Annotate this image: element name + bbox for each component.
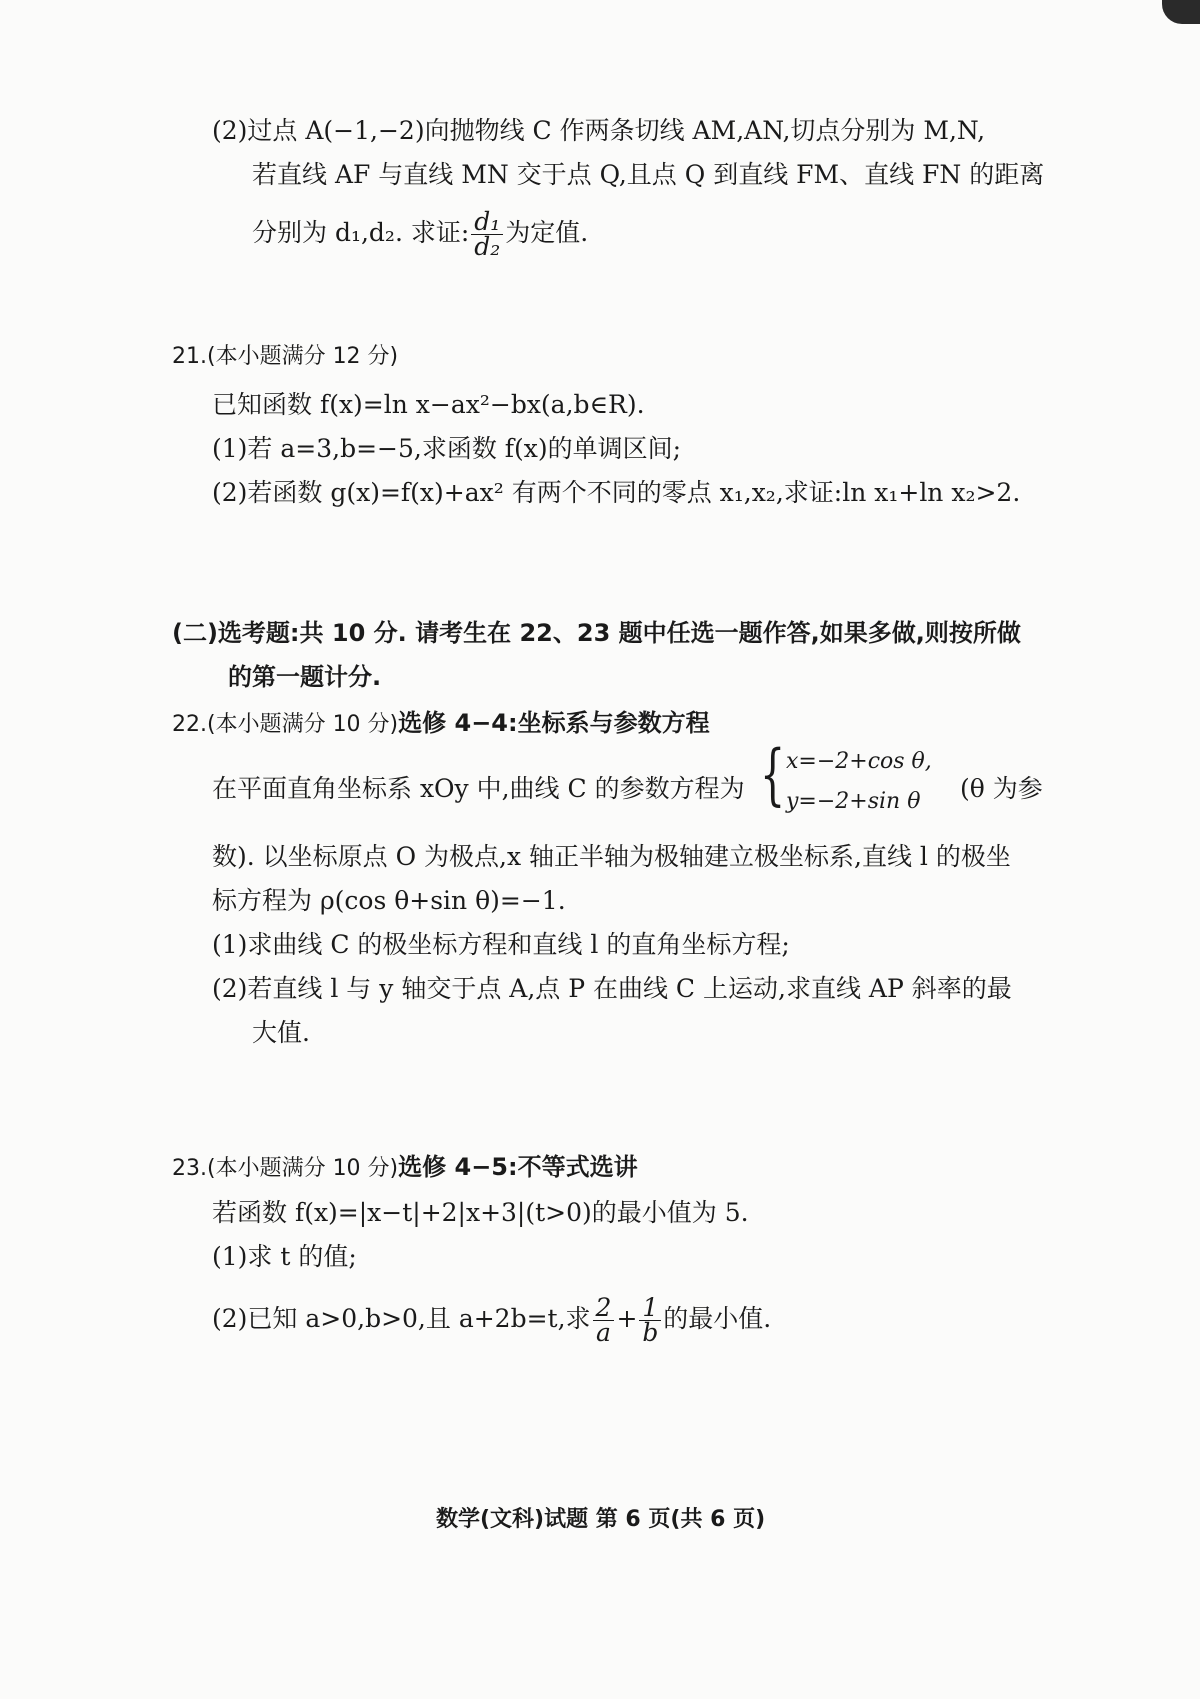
section2-line1: (二)选考题:共 10 分. 请考生在 22、23 题中任选一题作答,如果多做,则按所做 xyxy=(172,619,1021,647)
q20-line3-end: 为定值. xyxy=(505,218,589,247)
q22-part2-line1: (2)若直线 l 与 y 轴交于点 A,点 P 在曲线 C 上运动,求直线 AP 斜率的最 xyxy=(212,974,1012,1003)
frac-denominator: d₂ xyxy=(474,232,501,261)
q23-part1: (1)求 t 的值; xyxy=(212,1242,357,1271)
q23-header xyxy=(172,1150,638,1186)
parametric-y: y=−2+sin θ xyxy=(786,789,921,814)
frac2-numerator: 1 xyxy=(639,1296,661,1321)
q22-stem-pre: 在平面直角坐标系 xOy 中,曲线 C 的参数方程为 xyxy=(212,774,745,803)
q20-part2-line3 xyxy=(252,207,589,261)
q21-header: 21.(本小题满分 12 分) xyxy=(172,344,399,369)
section2-line2: 的第一题计分. xyxy=(228,663,382,691)
plus-sign: + xyxy=(616,1304,638,1333)
one-over-b-fraction xyxy=(639,1293,661,1347)
q20-line3-text: 分别为 d₁,d₂. 求证: xyxy=(252,218,470,247)
q22-line3: 标方程为 ρ(cos θ+sin θ)=−1. xyxy=(212,886,566,915)
q23-header-topic: 选修 4−5:不等式选讲 xyxy=(398,1153,638,1181)
q23-stem: 若函数 f(x)=|x−t|+2|x+3|(t>0)的最小值为 5. xyxy=(212,1198,749,1227)
q22-part2-line2: 大值. xyxy=(252,1018,310,1047)
frac2-denominator: b xyxy=(642,1318,659,1347)
q23-part2-end: 的最小值. xyxy=(663,1304,772,1333)
frac-numerator: d₁ xyxy=(471,210,503,235)
d-ratio-fraction xyxy=(471,207,503,261)
two-over-a-fraction xyxy=(593,1293,615,1347)
q21-part2: (2)若函数 g(x)=f(x)+ax² 有两个不同的零点 x₁,x₂,求证:ln x₁+ln x₂>2. xyxy=(212,478,1021,507)
scan-edge-mark xyxy=(1162,0,1200,24)
q22-stem-post: (θ 为参 xyxy=(960,774,1043,803)
q20-part2-line2: 若直线 AF 与直线 MN 交于点 Q,且点 Q 到直线 FM、直线 FN 的距离 xyxy=(252,160,1045,189)
parametric-x: x=−2+cos θ, xyxy=(786,749,932,774)
q20-part2-line1: (2)过点 A(−1,−2)向抛物线 C 作两条切线 AM,AN,切点分别为 M,N, xyxy=(212,116,986,145)
q23-header-score: 23.(本小题满分 10 分) xyxy=(172,1156,399,1181)
q22-line2: 数). 以坐标原点 O 为极点,x 轴正半轴为极轴建立极坐标系,直线 l 的极坐 xyxy=(212,842,1011,871)
q22-header-score: 22.(本小题满分 10 分) xyxy=(172,712,399,737)
q21-part1: (1)若 a=3,b=−5,求函数 f(x)的单调区间; xyxy=(212,434,682,463)
frac1-denominator: a xyxy=(596,1318,611,1347)
q22-header-topic: 选修 4−4:坐标系与参数方程 xyxy=(398,709,710,737)
frac1-numerator: 2 xyxy=(593,1296,615,1321)
q22-header xyxy=(172,706,710,742)
q23-part2-text: (2)已知 a>0,b>0,且 a+2b=t,求 xyxy=(212,1304,591,1333)
page-footer: 数学(文科)试题 第 6 页(共 6 页) xyxy=(436,1507,766,1532)
q23-part2 xyxy=(212,1293,772,1347)
q21-stem: 已知函数 f(x)=ln x−ax²−bx(a,b∈R). xyxy=(212,390,645,419)
q22-part1: (1)求曲线 C 的极坐标方程和直线 l 的直角坐标方程; xyxy=(212,930,790,959)
left-brace: { xyxy=(760,736,786,813)
